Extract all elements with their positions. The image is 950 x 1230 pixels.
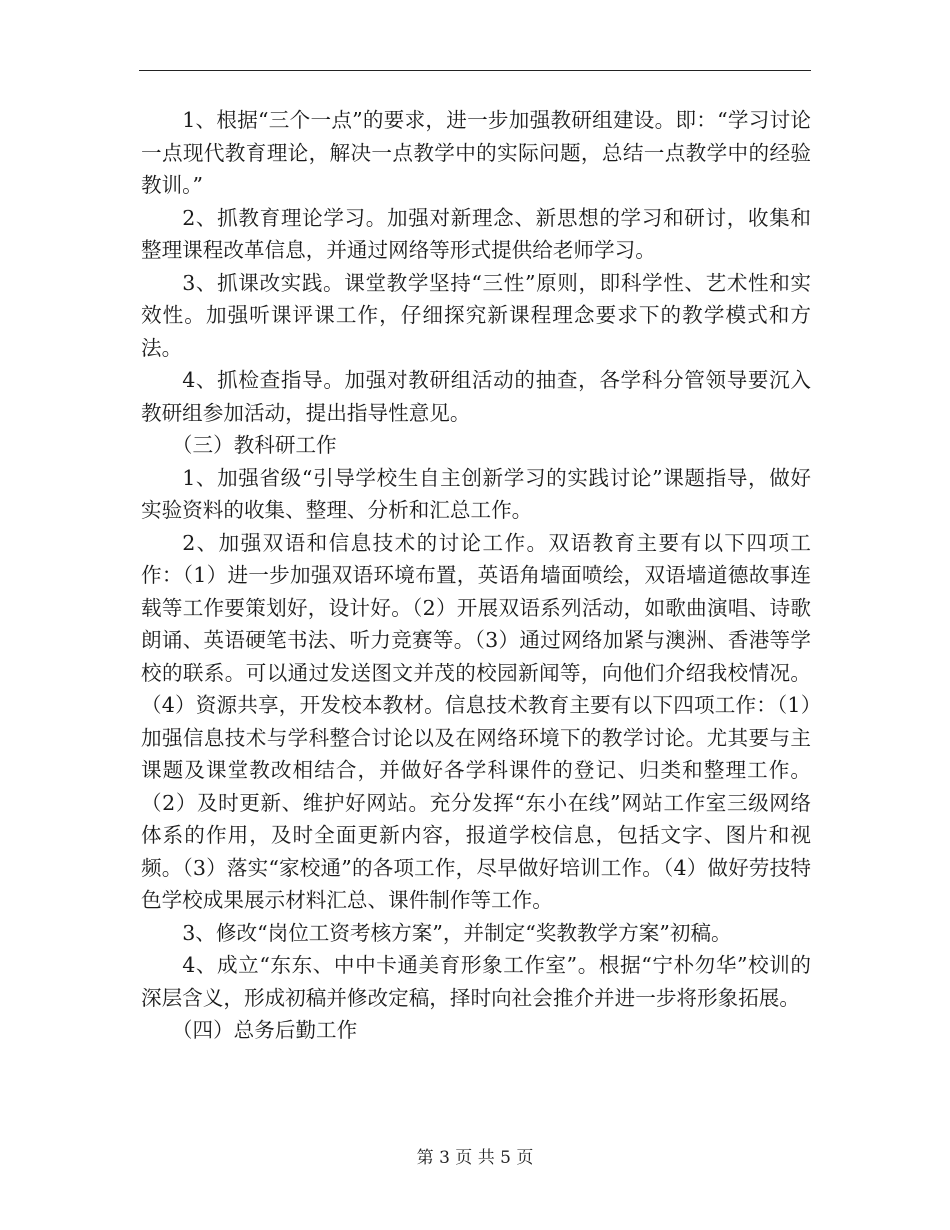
paragraph-2: 2、抓教育理论学习。加强对新理念、新思想的学习和研讨，收集和整理课程改革信息，并通过网络等形式提供给老师学习。 [141, 205, 811, 262]
page-number: 第 3 页 共 5 页 [416, 1148, 534, 1168]
paragraph-8: 4、成立“东东、中中卡通美育形象工作室”。根据“宁朴勿华”校训的深层含义，形成初稿并修改定稿，择时向社会推介并进一步将形象拓展。 [141, 953, 811, 1010]
paragraph-5: 1、加强省级“引导学校生自主创新学习的实践讨论”课题指导，做好实验资料的收集、整理、分析和汇总工作。 [141, 465, 811, 522]
paragraph-4: 4、抓检查指导。加强对教研组活动的抽查，各学科分管领导要沉入教研组参加活动，提出指导性意见。 [141, 368, 811, 425]
paragraph-1: 1、根据“三个一点”的要求，进一步加强教研组建设。即：“学习讨论一点现代教育理论，解决一点教学中的实际问题，总结一点教学中的经验教训。” [141, 108, 811, 197]
section-heading-4: （四）总务后勤工作 [171, 1018, 358, 1042]
section-heading-3: （三）教科研工作 [171, 433, 337, 457]
document-body [141, 104, 811, 1047]
paragraph-6: 2、加强双语和信息技术的讨论工作。双语教育主要有以下四项工作：（1）进一步加强双语环境布置，英语角墙面喷绘，双语墙道德故事连载等工作要策划好，设计好。（2）开展双语系列活动，如歌曲演唱、诗歌朗诵、英语硬笔书法、听力竞赛等。（3）通过网络加紧与澳洲、香港等学校的联系。可以通过发送图文并茂的校园新闻等，向他们介绍我校情况。（4）资源共享，开发校本教材。信息技术教育主要有以下四项工作：（1）加强信息技术与学科整合讨论以及在网络环境下的教学讨论。尤其要与主课题及课堂教改相结合，并做好各学科课件的登记、归类和整理工作。（2）及时更新、维护好网站。充分发挥“东小在线”网站工作室三级网络体系的作用，及时全面更新内容，报道学校信息，包括文字、图片和视频。（3）落实“家校通”的各项工作，尽早做好培训工作。（4）做好劳技特色学校成果展示材料汇总、课件制作等工作。 [141, 530, 811, 912]
header-rule [139, 70, 811, 71]
paragraph-3: 3、抓课改实践。课堂教学坚持“三性”原则，即科学性、艺术性和实效性。加强听课评课工作，仔细探究新课程理念要求下的教学模式和方法。 [141, 270, 811, 360]
paragraph-7: 3、修改“岗位工资考核方案”，并制定“奖教教学方案”初稿。 [182, 920, 732, 945]
